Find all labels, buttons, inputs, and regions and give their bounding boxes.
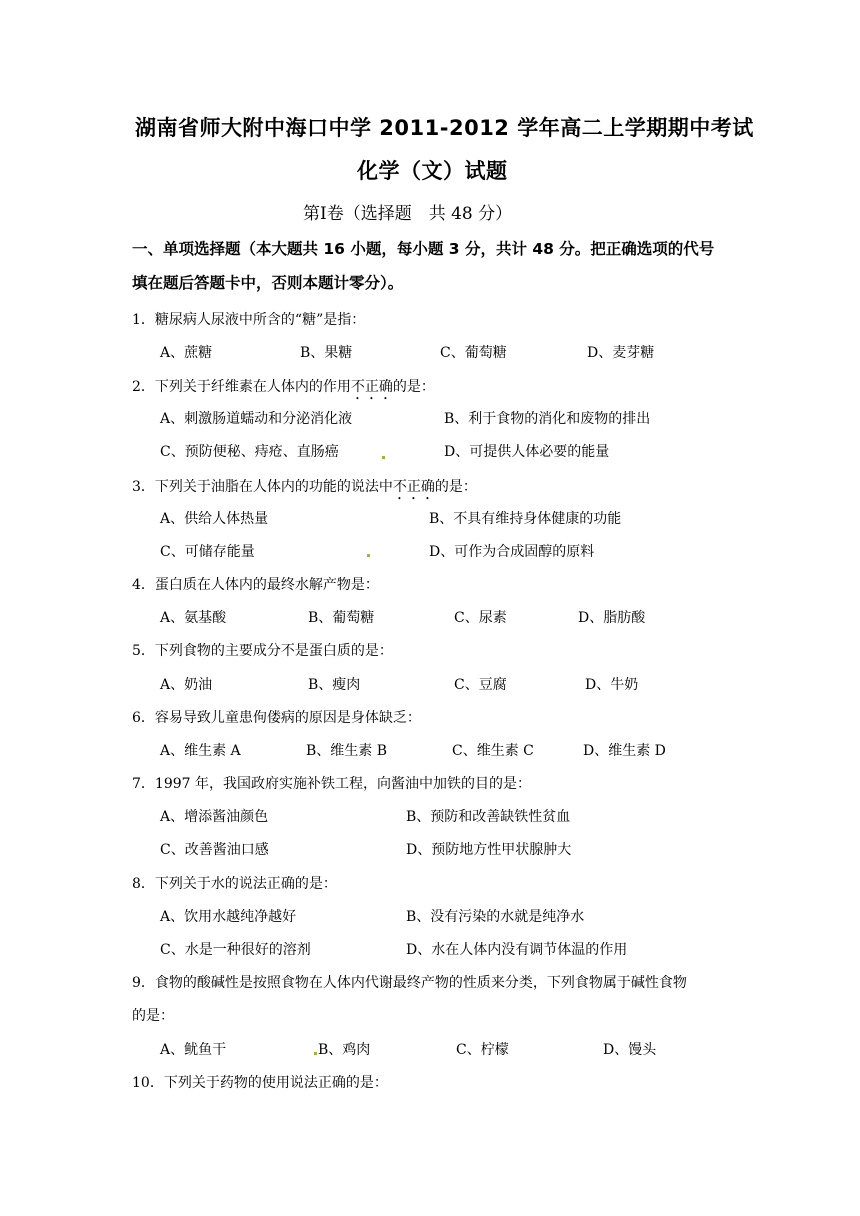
stem-emphasis: 不正确 xyxy=(350,379,393,395)
option-b: B、维生素 B xyxy=(306,743,388,759)
option-a: A、奶油 xyxy=(160,677,213,693)
stem-text: 3．下列关于油脂在人体内的功能的说法中 xyxy=(132,479,393,495)
option-b: B、没有污染的水就是纯净水 xyxy=(406,909,585,925)
section-heading-line2: 填在题后答题卡中，否则本题计零分）。 xyxy=(132,274,404,292)
option-b: B、果糖 xyxy=(300,345,353,361)
scan-mark xyxy=(382,456,385,459)
option-c: C、柠檬 xyxy=(456,1042,509,1058)
question-stem xyxy=(132,379,435,403)
scan-mark xyxy=(314,1052,317,1055)
option-d: D、水在人体内没有调节体温的作用 xyxy=(406,942,628,958)
question-stem: 7．1997 年，我国政府实施补铁工程，向酱油中加铁的目的是： xyxy=(132,776,531,792)
stem-text: 2．下列关于纤维素在人体内的作用 xyxy=(132,379,351,395)
option-a: A、增添酱油颜色 xyxy=(160,809,269,825)
question-stem: 4．蛋白质在人体内的最终水解产物是： xyxy=(132,577,379,593)
option-c: C、尿素 xyxy=(454,610,507,626)
question-stem: 9．食物的酸碱性是按照食物在人体内代谢最终产物的性质来分类，下列食物属于碱性食物 xyxy=(132,975,687,991)
option-a: A、供给人体热量 xyxy=(160,511,269,527)
stem-text: 的是： xyxy=(434,479,477,495)
option-a: A、氨基酸 xyxy=(160,610,227,626)
stem-emphasis: 不正确 xyxy=(392,479,435,495)
option-d: D、麦芽糖 xyxy=(587,345,655,361)
option-b: B、葡萄糖 xyxy=(308,610,375,626)
option-a: A、饮用水越纯净越好 xyxy=(160,909,297,925)
option-d: D、馒头 xyxy=(603,1042,657,1058)
option-c: C、豆腐 xyxy=(454,677,507,693)
question-stem: 10．下列关于药物的使用说法正确的是： xyxy=(132,1075,388,1091)
option-b: B、瘦肉 xyxy=(308,677,361,693)
option-b: B、利于食物的消化和废物的排出 xyxy=(444,411,651,427)
document-title: 湖南省师大附中海口中学 2011-2012 学年高二上学期期中考试 xyxy=(135,116,754,140)
question-stem: 1．糖尿病人尿液中所含的“糖”是指： xyxy=(132,312,366,328)
stem-text: 的是： xyxy=(392,379,435,395)
option-b: B、不具有维持身体健康的功能 xyxy=(429,511,622,527)
option-d: D、维生素 D xyxy=(583,743,666,759)
option-a: A、维生素 A xyxy=(160,743,241,759)
question-stem-continued: 的是： xyxy=(132,1008,174,1024)
question-stem: 5．下列食物的主要成分不是蛋白质的是： xyxy=(132,643,393,659)
option-b: B、预防和改善缺铁性贫血 xyxy=(406,809,571,825)
option-d: D、预防地方性甲状腺肿大 xyxy=(406,842,572,858)
option-c: C、维生素 C xyxy=(452,743,534,759)
option-c: C、预防便秘、痔疮、直肠癌 xyxy=(160,444,339,460)
question-stem: 6．容易导致儿童患佝偻病的原因是身体缺乏： xyxy=(132,710,421,726)
option-a: A、刺激肠道蠕动和分泌消化液 xyxy=(160,411,353,427)
option-d: D、牛奶 xyxy=(585,677,639,693)
option-c: C、葡萄糖 xyxy=(440,345,507,361)
volume-heading: 第Ⅰ卷（选择题 共 48 分） xyxy=(303,204,513,224)
question-stem: 8．下列关于水的说法正确的是： xyxy=(132,876,337,892)
option-b: B、鸡肉 xyxy=(318,1042,371,1058)
section-heading-line1: 一、单项选择题（本大题共 16 小题，每小题 3 分，共计 48 分。把正确选项的代号 xyxy=(132,240,715,258)
option-d: D、可作为合成固醇的原料 xyxy=(429,544,595,560)
option-c: C、水是一种很好的溶剂 xyxy=(160,942,311,958)
option-a: A、蔗糖 xyxy=(160,345,213,361)
option-d: D、脂肪酸 xyxy=(578,610,646,626)
option-c: C、可储存能量 xyxy=(160,544,255,560)
question-stem xyxy=(132,479,477,503)
scan-mark xyxy=(367,554,370,557)
option-a: A、鱿鱼干 xyxy=(160,1042,227,1058)
option-c: C、改善酱油口感 xyxy=(160,842,269,858)
option-d: D、可提供人体必要的能量 xyxy=(444,444,610,460)
document-subtitle: 化学（文）试题 xyxy=(357,159,508,183)
